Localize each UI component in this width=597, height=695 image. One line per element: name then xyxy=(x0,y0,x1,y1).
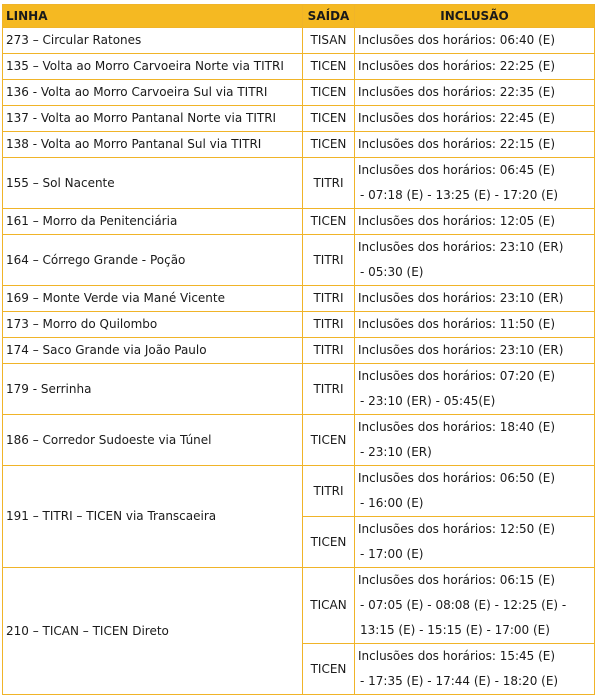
inclusao-line: Inclusões dos horários: 22:45 (E) xyxy=(358,111,556,125)
cell-linha: 135 – Volta ao Morro Carvoeira Norte via TITRI xyxy=(3,54,303,80)
cell-inclusao xyxy=(355,235,595,286)
cell-linha: 169 – Monte Verde via Mané Vicente xyxy=(3,286,303,312)
cell-saida: TICAN xyxy=(303,568,355,644)
header-linha: LINHA xyxy=(3,5,303,28)
cell-saida: TICEN xyxy=(303,415,355,466)
header-inclusao: INCLUSÃO xyxy=(355,5,595,28)
table-row xyxy=(3,466,595,517)
table-row xyxy=(3,132,595,158)
cell-linha: 173 – Morro do Quilombo xyxy=(3,312,303,338)
cell-saida: TITRI xyxy=(303,158,355,209)
cell-inclusao xyxy=(355,28,595,54)
table-row xyxy=(3,80,595,106)
cell-saida: TITRI xyxy=(303,338,355,364)
inclusao-line: Inclusões dos horários: 11:50 (E) xyxy=(358,317,556,331)
inclusao-line: Inclusões dos horários: 06:50 (E) xyxy=(358,471,556,485)
cell-linha: 179 - Serrinha xyxy=(3,364,303,415)
table-body xyxy=(3,28,595,695)
cell-linha: 210 – TICAN – TICEN Direto xyxy=(3,568,303,695)
inclusao-line: Inclusões dos horários: 22:35 (E) xyxy=(358,85,556,99)
cell-linha: 137 - Volta ao Morro Pantanal Norte via TITRI xyxy=(3,106,303,132)
cell-linha: 155 – Sol Nacente xyxy=(3,158,303,209)
inclusao-line: Inclusões dos horários: 23:10 (ER) xyxy=(358,291,564,305)
cell-linha: 164 – Córrego Grande - Poção xyxy=(3,235,303,286)
cell-linha: 273 – Circular Ratones xyxy=(3,28,303,54)
inclusao-line: - 07:18 (E) - 13:25 (E) - 17:20 (E) xyxy=(360,188,559,202)
table-row xyxy=(3,158,595,209)
cell-saida: TICEN xyxy=(303,80,355,106)
table-row xyxy=(3,106,595,132)
inclusao-line: - 23:10 (ER) - 05:45(E) xyxy=(360,394,496,408)
inclusao-line: Inclusões dos horários: 18:40 (E) xyxy=(358,420,556,434)
inclusao-line: Inclusões dos horários: 22:25 (E) xyxy=(358,59,556,73)
inclusao-line: Inclusões dos horários: 06:15 (E) xyxy=(358,573,556,587)
cell-saida: TICEN xyxy=(303,106,355,132)
cell-inclusao xyxy=(355,517,595,568)
table-row xyxy=(3,286,595,312)
table-row xyxy=(3,54,595,80)
header-saida: SAÍDA xyxy=(303,5,355,28)
cell-inclusao xyxy=(355,338,595,364)
cell-inclusao xyxy=(355,54,595,80)
inclusao-line: Inclusões dos horários: 23:10 (ER) xyxy=(358,240,564,254)
inclusao-line: Inclusões dos horários: 23:10 (ER) xyxy=(358,343,564,357)
cell-linha: 174 – Saco Grande via João Paulo xyxy=(3,338,303,364)
cell-saida: TICEN xyxy=(303,644,355,695)
cell-linha: 191 – TITRI – TICEN via Transcaeira xyxy=(3,466,303,568)
cell-saida: TICEN xyxy=(303,517,355,568)
cell-saida: TICEN xyxy=(303,54,355,80)
cell-inclusao xyxy=(355,466,595,517)
cell-inclusao xyxy=(355,364,595,415)
cell-linha: 138 - Volta ao Morro Pantanal Sul via TITRI xyxy=(3,132,303,158)
inclusao-line: - 17:35 (E) - 17:44 (E) - 18:20 (E) xyxy=(360,674,559,688)
cell-inclusao xyxy=(355,312,595,338)
cell-inclusao xyxy=(355,209,595,235)
inclusao-line: Inclusões dos horários: 06:45 (E) xyxy=(358,163,556,177)
cell-inclusao xyxy=(355,158,595,209)
inclusao-line: Inclusões dos horários: 06:40 (E) xyxy=(358,33,556,47)
cell-saida: TICEN xyxy=(303,209,355,235)
inclusao-line: - 23:10 (ER) xyxy=(360,445,432,459)
table-row xyxy=(3,568,595,644)
table-header-row xyxy=(3,5,595,28)
cell-saida: TISAN xyxy=(303,28,355,54)
table-row xyxy=(3,28,595,54)
cell-saida: TITRI xyxy=(303,235,355,286)
cell-inclusao xyxy=(355,568,595,644)
inclusao-line: - 07:05 (E) - 08:08 (E) - 12:25 (E) - xyxy=(360,598,567,612)
table-row xyxy=(3,235,595,286)
cell-inclusao xyxy=(355,106,595,132)
cell-inclusao xyxy=(355,132,595,158)
table-row xyxy=(3,209,595,235)
inclusao-line: Inclusões dos horários: 12:05 (E) xyxy=(358,214,556,228)
table-row xyxy=(3,312,595,338)
cell-inclusao xyxy=(355,286,595,312)
inclusao-line: - 16:00 (E) xyxy=(360,496,424,510)
inclusao-line: - 17:00 (E) xyxy=(360,547,424,561)
inclusao-line: Inclusões dos horários: 15:45 (E) xyxy=(358,649,556,663)
cell-linha: 161 – Morro da Penitenciária xyxy=(3,209,303,235)
cell-inclusao xyxy=(355,80,595,106)
cell-saida: TITRI xyxy=(303,364,355,415)
cell-saida: TITRI xyxy=(303,466,355,517)
cell-saida: TICEN xyxy=(303,132,355,158)
inclusao-line: Inclusões dos horários: 22:15 (E) xyxy=(358,137,556,151)
schedule-table xyxy=(2,4,595,695)
inclusao-line: 13:15 (E) - 15:15 (E) - 17:00 (E) xyxy=(360,623,550,637)
cell-inclusao xyxy=(355,415,595,466)
table-row xyxy=(3,415,595,466)
cell-linha: 136 - Volta ao Morro Carvoeira Sul via TITRI xyxy=(3,80,303,106)
table-row xyxy=(3,338,595,364)
inclusao-line: Inclusões dos horários: 07:20 (E) xyxy=(358,369,556,383)
cell-saida: TITRI xyxy=(303,312,355,338)
inclusao-line: Inclusões dos horários: 12:50 (E) xyxy=(358,522,556,536)
cell-linha: 186 – Corredor Sudoeste via Túnel xyxy=(3,415,303,466)
table-row xyxy=(3,364,595,415)
cell-saida: TITRI xyxy=(303,286,355,312)
cell-inclusao xyxy=(355,644,595,695)
inclusao-line: - 05:30 (E) xyxy=(360,265,424,279)
